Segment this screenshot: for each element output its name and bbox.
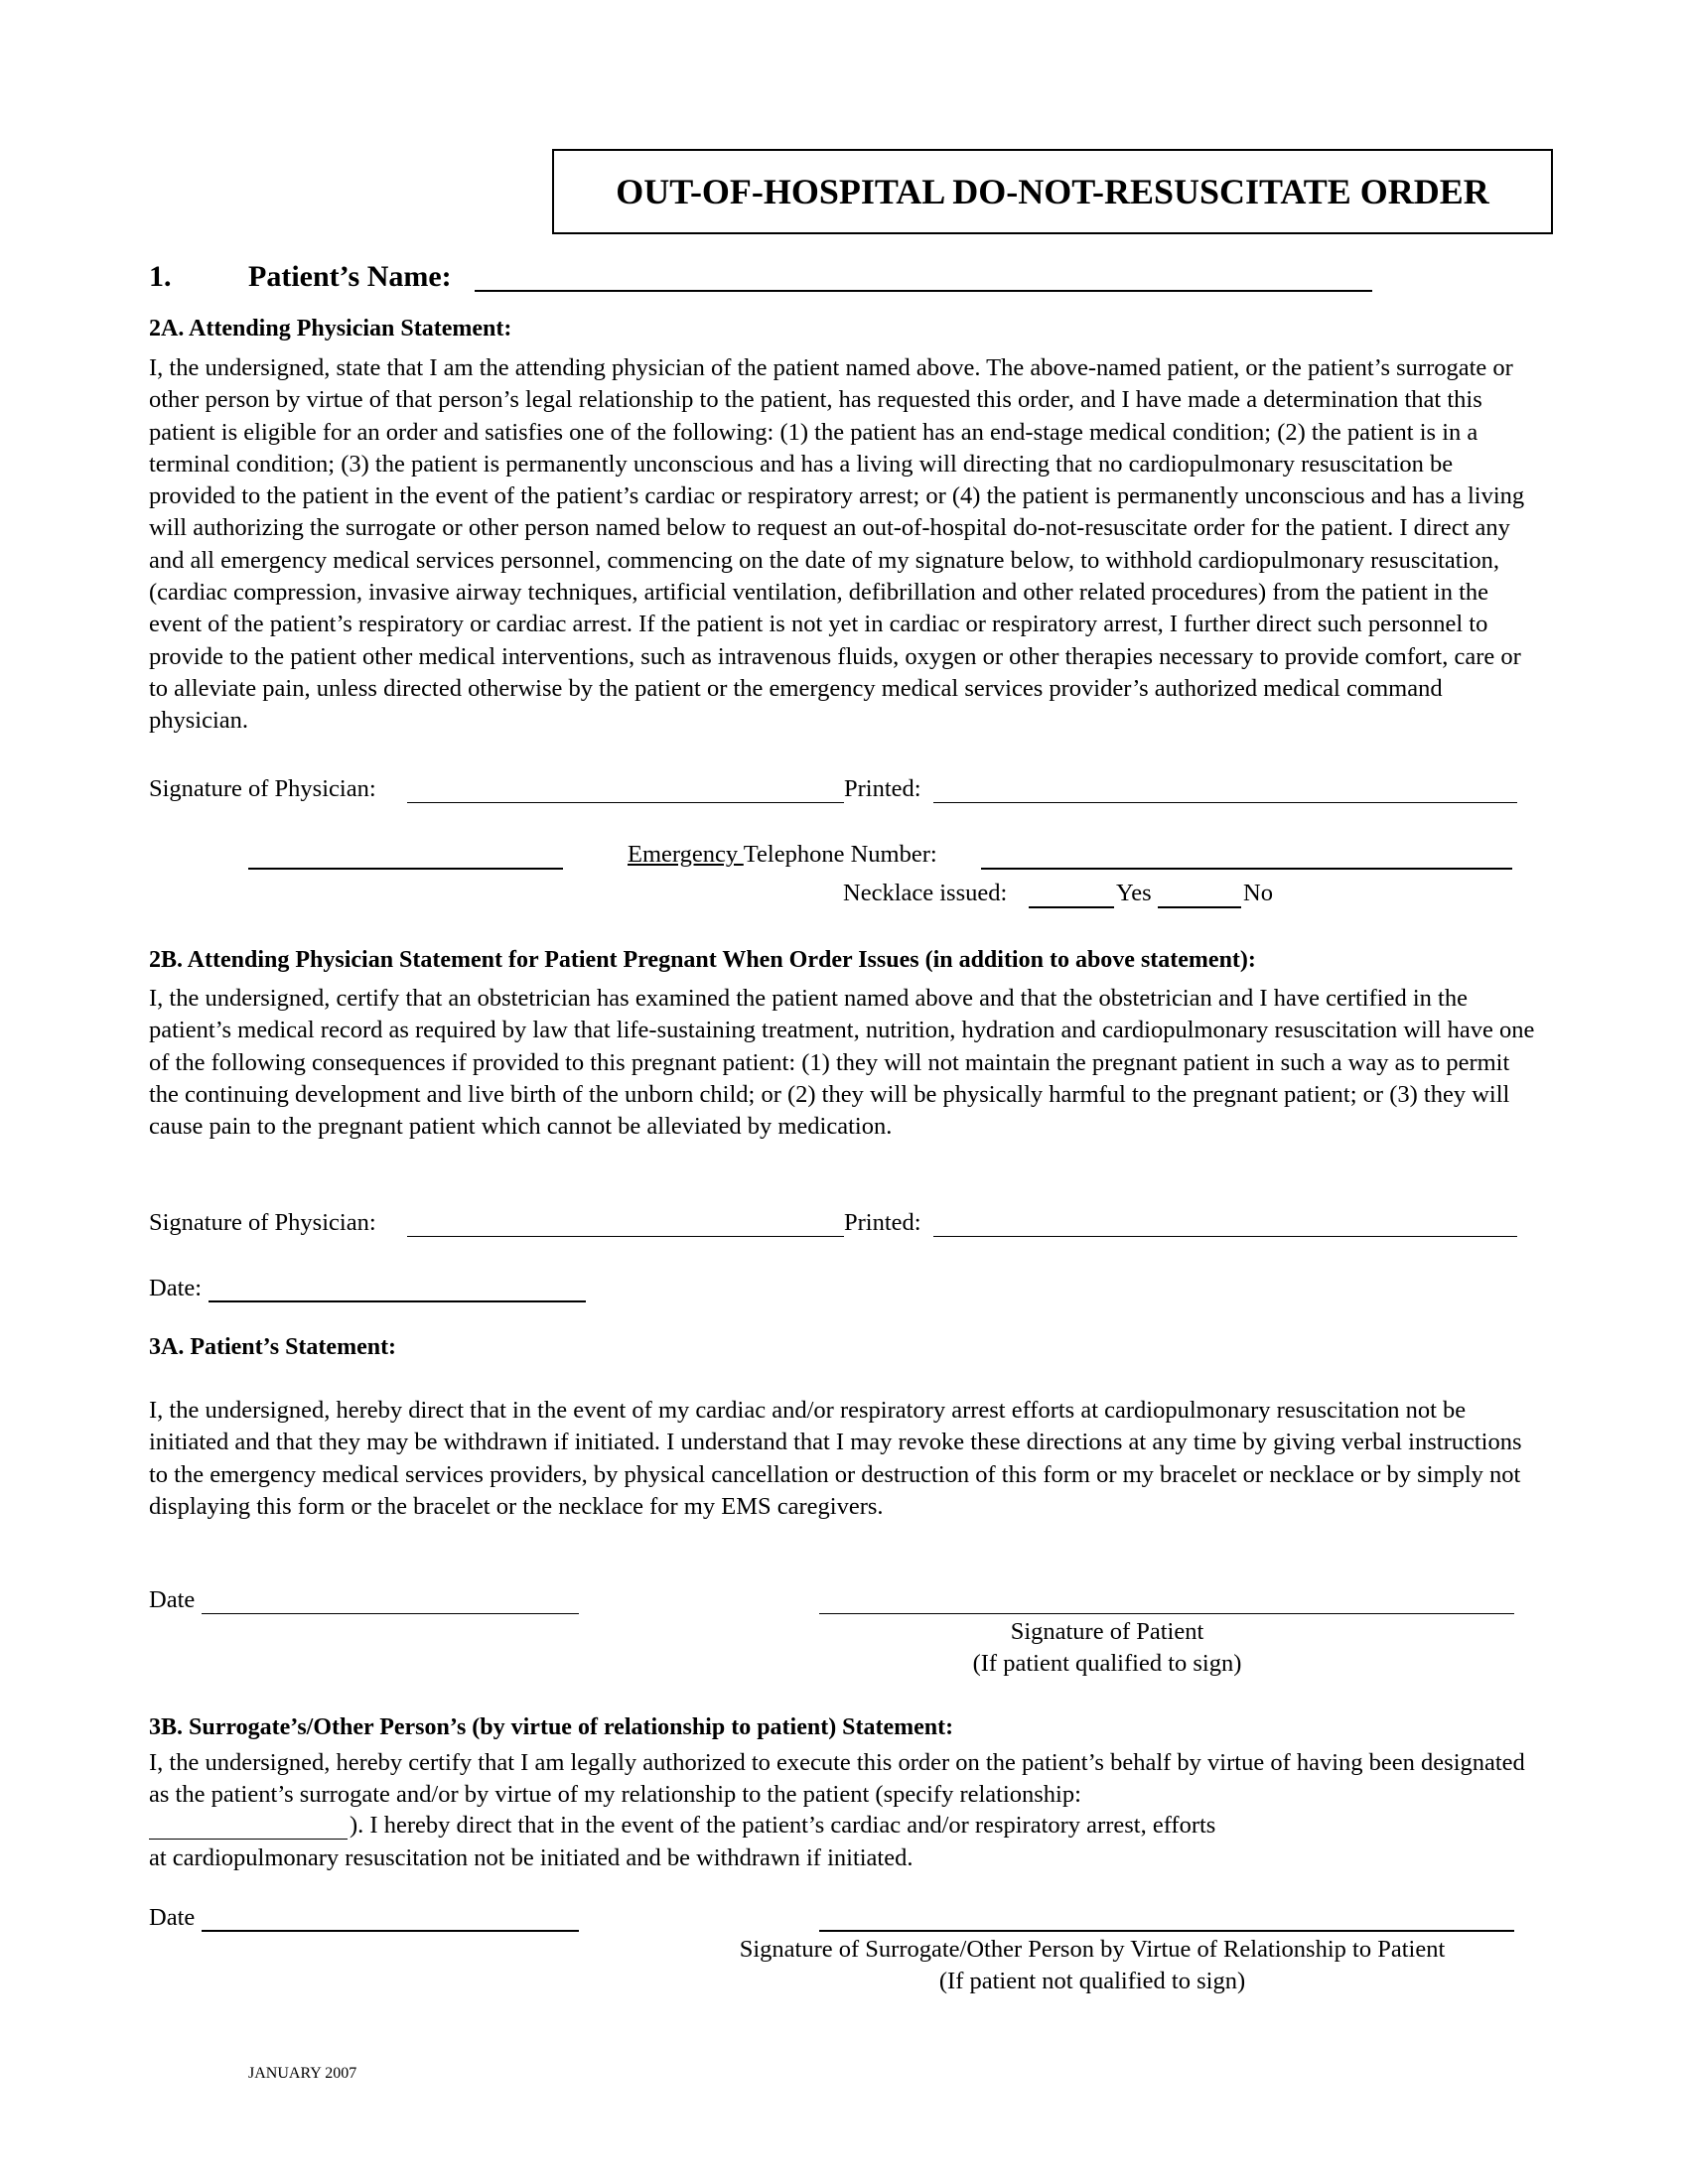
patient-signature-caption: Signature of Patient bbox=[1010, 1618, 1204, 1645]
physician-signature-field-2b[interactable] bbox=[407, 1236, 844, 1237]
surrogate-signature-field[interactable] bbox=[819, 1930, 1514, 1932]
patient-name-label: Patient’s Name: bbox=[248, 260, 452, 293]
section-3b-body: I, the undersigned, hereby certify that I am legally authorized to execute this order on the patient’s behalf by virtue of having been designated as the patient’s surrogate and/or by virtue of my relationship to the patient (specify relationship: bbox=[149, 1749, 1525, 1809]
surrogate-signature-caption: Signature of Surrogate/Other Person by Virtue of Relationship to Patient bbox=[739, 1936, 1446, 1963]
section-3a-heading: 3A. Patient’s Statement: bbox=[149, 1334, 397, 1360]
emergency-phone-field[interactable] bbox=[981, 868, 1512, 870]
form-title: OUT-OF-HOSPITAL DO-NOT-RESUSCITATE ORDER bbox=[552, 149, 1553, 234]
patient-name-field[interactable] bbox=[475, 290, 1372, 292]
section-3a-body: I, the undersigned, hereby direct that in the event of my cardiac and/or respiratory arrest efforts at cardiopulmonary resuscitation not be initiated and that they may be withdrawn if initiated. I understand that I may revoke these directions at any time by giving verbal instructions to the emergency medical services providers, by physical cancellation or destruction of this form or my bracelet or necklace or by simply not displaying this form or the bracelet or the necklace for my EMS caregivers. bbox=[149, 1397, 1522, 1520]
necklace-no-label: No bbox=[1243, 880, 1273, 906]
physician-signature-label: Signature of Physician: bbox=[149, 775, 376, 802]
section-2a-heading: 2A. Attending Physician Statement: bbox=[149, 316, 512, 341]
printed-name-field[interactable] bbox=[933, 802, 1517, 803]
relationship-field[interactable] bbox=[149, 1839, 348, 1840]
date-field-3a[interactable] bbox=[202, 1613, 579, 1614]
section-3b-body-end: at cardiopulmonary resuscitation not be initiated and be withdrawn if initiated. bbox=[149, 1844, 914, 1871]
physician-signature-field[interactable] bbox=[407, 802, 844, 803]
printed-name-label-2b: Printed: bbox=[844, 1209, 921, 1236]
necklace-issued-label: Necklace issued: bbox=[843, 880, 1008, 906]
section-3b-body-cont: ). I hereby direct that in the event of the patient’s cardiac and/or respiratory arrest, efforts bbox=[350, 1812, 1216, 1839]
date-field-3b[interactable] bbox=[202, 1930, 579, 1932]
section-2b-heading: 2B. Attending Physician Statement for Patient Pregnant When Order Issues (in addition to above statement): bbox=[149, 947, 1256, 973]
surrogate-signature-subcaption: (If patient not qualified to sign) bbox=[938, 1968, 1246, 1994]
date-field-2a[interactable] bbox=[248, 868, 563, 870]
physician-signature-label-2b: Signature of Physician: bbox=[149, 1209, 376, 1236]
section-2b-body: I, the undersigned, certify that an obstetrician has examined the patient named above and that the obstetrician and I have certified in the patient’s medical record as required by law that life-sustaining treatment, nutrition, hydration and cardiopulmonary resuscitation will have one of the following consequences if provided to this pregnant patient: (1) they will not maintain the pregnant patient in such a way as to permit the continuing development and live birth of the unborn child; or (2) they will be physically harmful to the pregnant patient; or (3) they will cause pain to the pregnant patient which cannot be alleviated by medication. bbox=[149, 985, 1535, 1141]
date-label-3a: Date bbox=[149, 1586, 196, 1613]
date-field-2b[interactable] bbox=[209, 1300, 586, 1302]
footer-date: JANUARY 2007 bbox=[248, 2065, 357, 2082]
necklace-yes-label: Yes bbox=[1116, 880, 1152, 906]
section-3b-heading: 3B. Surrogate’s/Other Person’s (by virtue of relationship to patient) Statement: bbox=[149, 1714, 954, 1740]
emergency-phone-label: Emergency Telephone Number: bbox=[628, 841, 937, 868]
section-1-number: 1. bbox=[149, 260, 172, 293]
necklace-no-field[interactable] bbox=[1158, 906, 1241, 908]
printed-name-label: Printed: bbox=[844, 775, 921, 802]
patient-signature-field[interactable] bbox=[819, 1613, 1514, 1614]
necklace-yes-field[interactable] bbox=[1029, 906, 1114, 908]
date-label-3b: Date bbox=[149, 1904, 196, 1931]
date-label-2b: Date: bbox=[149, 1275, 203, 1301]
printed-name-field-2b[interactable] bbox=[933, 1236, 1517, 1237]
section-2a-body: I, the undersigned, state that I am the attending physician of the patient named above. The above-named patient, or the patient’s surrogate or other person by virtue of that person’s legal relationship to the patient, has requested this order, and I have made a determination that this patient is eligible for an order and satisfies one of the following: (1) the patient has an end-stage medical condition; (2) the patient is in a terminal condition; (3) the patient is permanently unconscious and has a living will directing that no cardiopulmonary resuscitation be provided to the patient in the event of the patient’s cardiac or respiratory arrest; or (4) the patient is permanently unconscious and has a living will authorizing the surrogate or other person named below to request an out-of-hospital do-not-resuscitate order for the patient. I direct any and all emergency medical services personnel, commencing on the date of my signature below, to withhold cardiopulmonary resuscitation, (cardiac compression, invasive airway techniques, artificial ventilation, defibrillation and other related procedures) from the patient in the event of the patient’s respiratory or cardiac arrest. If the patient is not yet in cardiac or respiratory arrest, I further direct such personnel to provide to the patient other medical interventions, such as intravenous fluids, oxygen or other therapies necessary to provide comfort, care or to alleviate pain, unless directed otherwise by the patient or the emergency medical services provider’s authorized medical command physician. bbox=[149, 354, 1525, 735]
patient-signature-subcaption: (If patient qualified to sign) bbox=[972, 1650, 1242, 1677]
